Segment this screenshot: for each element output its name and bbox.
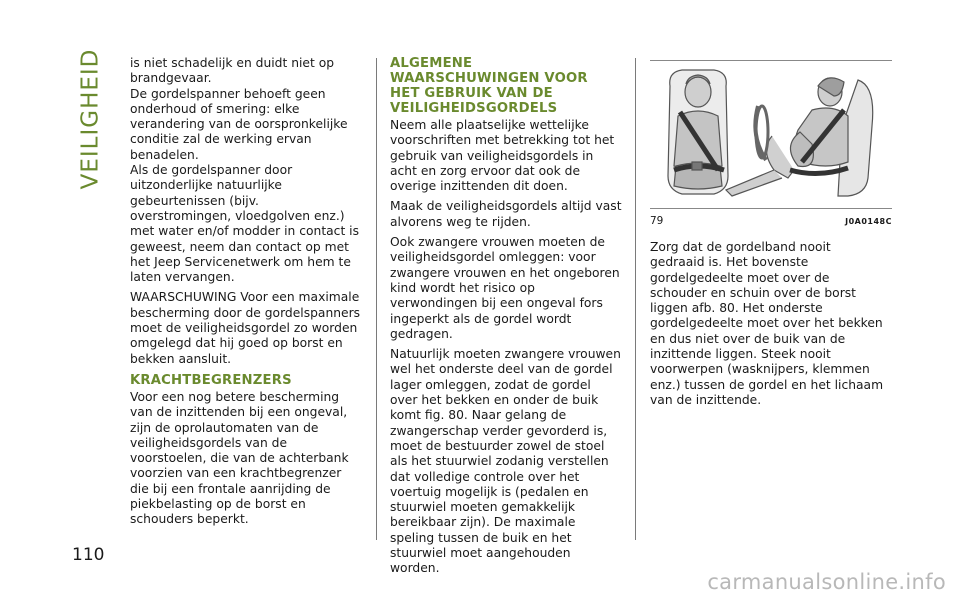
section-heading-krachtbegrenzers: KRACHTBEGRENZERS bbox=[130, 372, 292, 388]
figure-top-rule bbox=[650, 60, 892, 61]
seatbelt-drawing bbox=[662, 66, 884, 204]
page-number: 110 bbox=[72, 545, 105, 565]
figure-number: 79 bbox=[650, 215, 664, 227]
section-title-vertical bbox=[62, 48, 118, 190]
paragraph: Als de gordelspanner door uitzonderlijke natuurlijke gebeurtenissen (bijv. overstromingen, vloedgolven enz.) met water en/of modder in contact is geweest, neem dan contact op met het Jeep Servicenetwerk om hem te laten vervangen. bbox=[130, 163, 359, 285]
text-column-1 bbox=[130, 56, 362, 533]
section-title-text: VEILIGHEID bbox=[77, 48, 104, 190]
seatbelt-illustration bbox=[662, 66, 884, 204]
paragraph: Neem alle plaatselijke wettelijke voorschriften met betrekking tot het gebruik van veiligheidsgordels in acht en zorg ervoor dat ook de overige inzittenden dit doen. bbox=[390, 118, 615, 194]
text-column-3 bbox=[650, 240, 886, 413]
paragraph: Ook zwangere vrouwen moeten de veiligheidsgordel omleggen: voor zwangere vrouwen en het ongeboren kind wordt het risico op verwondingen bij een ongeval fors ingeperkt als de gordel wordt gedragen. bbox=[390, 235, 620, 341]
paragraph: Maak de veiligheidsgordels altijd vast alvorens weg te rijden. bbox=[390, 199, 622, 229]
paragraph: De gordelspanner behoeft geen onderhoud of smering: elke verandering van de oorspronkelijke conditie zal de werking ervan benadelen. bbox=[130, 86, 348, 162]
paragraph: Zorg dat de gordelband nooit gedraaid is. Het bovenste gordelgedeelte moet over de schouder en schuin over de borst liggen afb. 80. Het onderste gordelgedeelte moet over het bekken en dus niet over de buik van de inzittende liggen. Steek nooit voorwerpen (wasknijpers, klemmen enz.) tussen de gordel en het lichaam van de inzittende. bbox=[650, 240, 884, 407]
watermark: carmanualsonline.info bbox=[707, 570, 946, 594]
column-divider bbox=[376, 58, 377, 540]
section-heading-algemene-waarschuwingen: ALGEMENE WAARSCHUWINGEN VOOR HET GEBRUIK VAN DE VEILIGHEIDSGORDELS bbox=[390, 56, 588, 116]
figure-code: J0A0148C bbox=[845, 216, 892, 226]
paragraph: Natuurlijk moeten zwangere vrouwen wel het onderste deel van de gordel lager omleggen, zodat de gordel over het bekken en onder de buik komt fig. 80. Naar gelang de zwangerschap verder gevorderd is, moet de bestuurder zowel de stoel als het stuurwiel zodanig verstellen dat volledige controle over het voertuig mogelijk is (pedalen en stuurwiel moeten gemakkelijk bereikbaar zijn). De maximale speling tussen de buik en het stuurwiel moet aangehouden worden. bbox=[390, 347, 621, 576]
paragraph: Voor een nog betere bescherming van de inzittenden bij een ongeval, zijn de oprolautomaten van de veiligheidsgordels van de voorstoelen, die van de achterbank voorzien van een krachtbegrenzer die bij een frontale aanrijding de piekbelasting op de borst en schouders beperkt. bbox=[130, 389, 349, 527]
figure-caption bbox=[650, 213, 892, 229]
text-column-2 bbox=[390, 56, 622, 582]
warning-paragraph: WAARSCHUWING Voor een maximale bescherming door de gordelspanners moet de veiligheidsgordel zo worden omgelegd dat hij goed op borst en bekken aansluit. bbox=[130, 290, 361, 366]
column-divider bbox=[635, 58, 636, 540]
figure-bottom-rule bbox=[650, 208, 892, 209]
paragraph: is niet schadelijk en duidt niet op brandgevaar. bbox=[130, 56, 335, 86]
